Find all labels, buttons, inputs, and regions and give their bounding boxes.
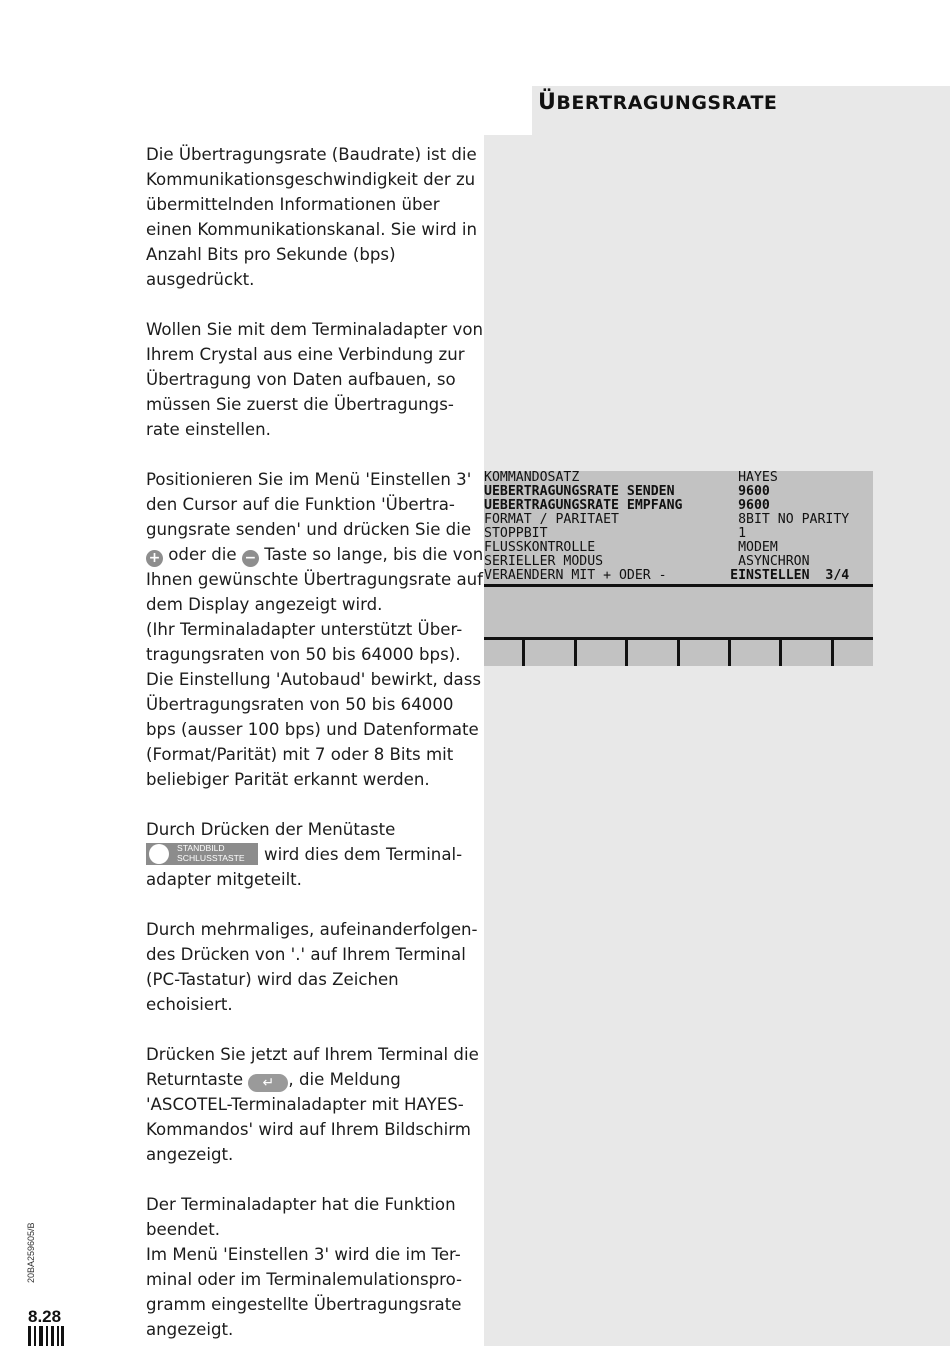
- paragraph-menu-key: Durch Drücken der Menütaste STANDBILD SCHLUSSTASTE wird dies dem Terminal-adapter mitgeteilt.: [146, 820, 463, 889]
- paragraph-return: Drücken Sie jetzt auf Ihrem Terminal die Returntaste ↵ , die Meldung 'ASCOTEL-Terminaladapter mit HAYES-Kommandos' wird auf Ihrem Bildschirm angezeigt.: [146, 1045, 479, 1164]
- lcd-row-label: UEBERTRAGUNGSRATE SENDEN: [484, 484, 739, 499]
- menu-key-icon: STANDBILD SCHLUSSTASTE: [146, 843, 258, 865]
- lcd-row-value: MODEM: [738, 540, 778, 555]
- plus-key-icon: +: [146, 550, 163, 567]
- page-number: 8.28: [28, 1307, 62, 1326]
- minus-key-icon: −: [242, 550, 259, 567]
- lcd-row: [484, 513, 849, 527]
- lcd-footer-menu: EINSTELLEN 3/4: [730, 568, 850, 583]
- lcd-row: [484, 541, 849, 555]
- lcd-row-value: 9600: [738, 498, 770, 513]
- lcd-row-value: 8BIT NO PARITY: [738, 512, 850, 527]
- softkey-divider: [574, 640, 577, 666]
- paragraph-echo: Durch mehrmaliges, aufeinanderfolgen-des Drücken von '.' auf Ihrem Terminal (PC-Tastatur) wird das Zeichen echoisiert.: [146, 920, 478, 1014]
- lcd-row-label: KOMMANDOSATZ: [484, 470, 739, 485]
- lcd-row-label: FLUSSKONTROLLE: [484, 540, 739, 555]
- lcd-row-label: UEBERTRAGUNGSRATE EMPFANG: [484, 498, 739, 513]
- lcd-row: [484, 499, 849, 513]
- return-key-icon: ↵: [248, 1074, 288, 1092]
- lcd-footer-hint: VERAENDERN MIT + ODER -: [484, 568, 731, 583]
- lcd-row: [484, 555, 849, 569]
- lcd-row-value: HAYES: [738, 470, 778, 485]
- barcode-icon: [28, 1326, 64, 1346]
- lcd-row-value: 9600: [738, 484, 770, 499]
- right-gray-column: [484, 135, 950, 1346]
- softkey-divider: [677, 640, 680, 666]
- lcd-row: [484, 527, 849, 541]
- lcd-row: [484, 485, 849, 499]
- softkey-divider: [779, 640, 782, 666]
- page-title: ÜBERTRAGUNGSRATE: [538, 90, 778, 115]
- softkey-divider: [625, 640, 628, 666]
- softkey-divider: [831, 640, 834, 666]
- document-code: 20BA259605/B: [26, 1222, 36, 1283]
- lcd-divider: [484, 584, 873, 587]
- lcd-display: [484, 471, 873, 666]
- lcd-footer: [484, 569, 849, 583]
- softkey-divider: [728, 640, 731, 666]
- paragraph-finish: Der Terminaladapter hat die Funktion beendet. Im Menü 'Einstellen 3' wird die im Ter-minal oder im Terminalemulationspro-gramm eingestellte Übertragungsrate angezeigt.: [146, 1195, 463, 1339]
- lcd-row-value: ASYNCHRON: [738, 554, 810, 569]
- lcd-row: [484, 471, 849, 485]
- paragraph-instructions: Positionieren Sie im Menü 'Einstellen 3' den Cursor auf die Funktion 'Übertra-gungsrate senden' und drücken Sie die + oder die − Taste so lange, bis die von Ihnen gewünschte Übertragungsrate auf dem Display angezeigt wird. (Ihr Terminaladapter unterstützt Über-tragungsraten von 50 bis 64000 bps). Die Einstellung 'Autobaud' bewirkt, dass Übertragungsraten von 50 bis 64000 bps (ausser 100 bps) und Datenformate (Format/Parität) mit 7 oder 8 Bits mit beliebiger Parität erkannt werden.: [146, 470, 484, 789]
- lcd-row-label: SERIELLER MODUS: [484, 554, 739, 569]
- lcd-row-label: FORMAT / PARITAET: [484, 512, 739, 527]
- softkey-divider: [522, 640, 525, 666]
- lcd-text: [484, 471, 849, 583]
- paragraph-intro: Die Übertragungsrate (Baudrate) ist die Kommunikationsgeschwindigkeit der zu übermittelnden Informationen über einen Kommunikationskanal. Sie wird in Anzahl Bits pro Sekunde (bps) ausgedrückt.: [146, 145, 478, 289]
- paragraph-setup: Wollen Sie mit dem Terminaladapter von Ihrem Crystal aus eine Verbindung zur Übertragung von Daten aufbauen, so müssen Sie zuerst die Übertragungs-rate einstellen.: [146, 320, 484, 439]
- lcd-row-label: STOPPBIT: [484, 526, 739, 541]
- lcd-row-value: 1: [738, 526, 747, 541]
- body-text: [146, 142, 486, 1367]
